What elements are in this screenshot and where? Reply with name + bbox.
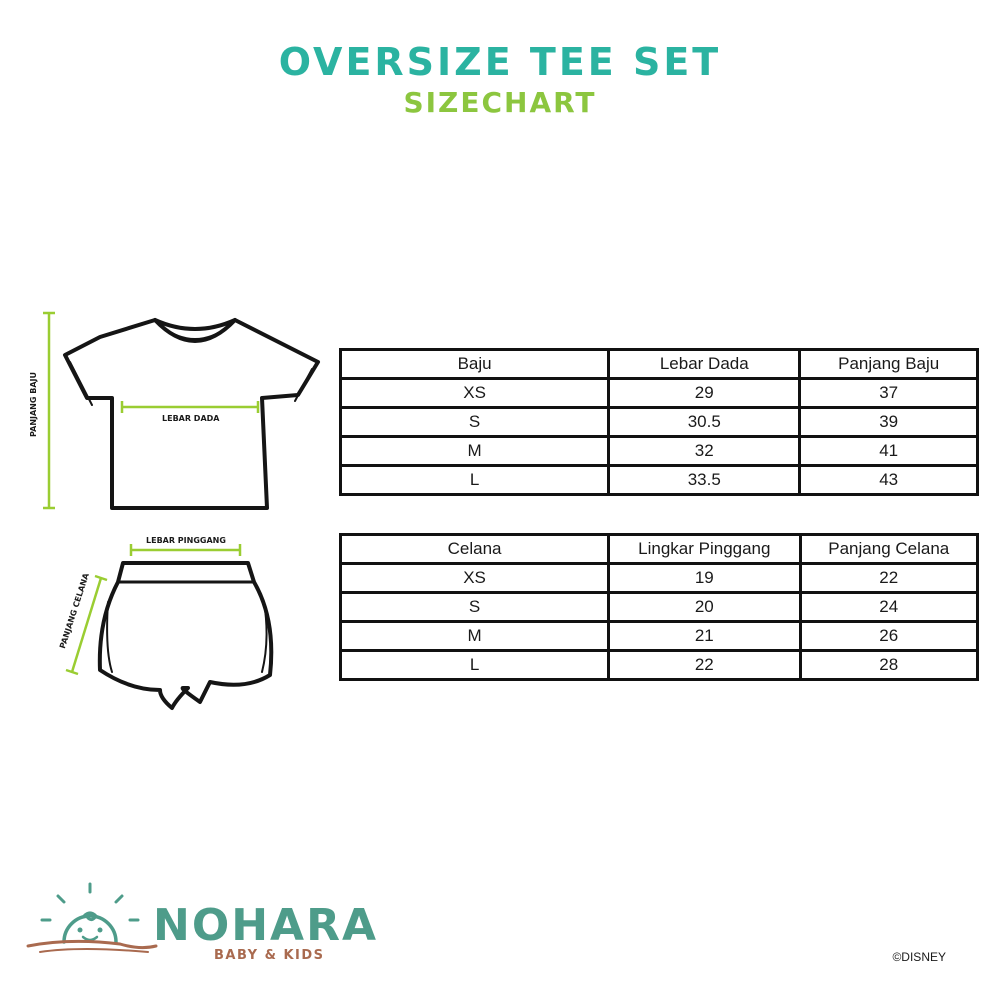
table-cell: 24 bbox=[800, 593, 977, 622]
table-row bbox=[341, 622, 978, 651]
table-cell: 30.5 bbox=[609, 408, 800, 437]
table-cell-size: M bbox=[341, 437, 609, 466]
table-row bbox=[341, 651, 978, 680]
table-cell: 19 bbox=[609, 564, 800, 593]
table-cell: 21 bbox=[609, 622, 800, 651]
table-cell: 20 bbox=[609, 593, 800, 622]
table-cell: 33.5 bbox=[609, 466, 800, 495]
table-cell-size: XS bbox=[341, 564, 609, 593]
table-cell-size: XS bbox=[341, 379, 609, 408]
brand-name: NOHARA bbox=[153, 900, 379, 951]
copyright-text: ©DISNEY bbox=[892, 950, 946, 964]
table-header-cell: Lingkar Pinggang bbox=[609, 535, 800, 564]
table-cell-size: L bbox=[341, 651, 609, 680]
table-cell: 22 bbox=[800, 564, 977, 593]
table-cell: 39 bbox=[800, 408, 978, 437]
table-cell: 29 bbox=[609, 379, 800, 408]
table-cell-size: S bbox=[341, 593, 609, 622]
label-panjang-celana: PANJANG CELANA bbox=[57, 572, 91, 650]
table-header-row bbox=[341, 350, 978, 379]
label-lebar-dada: LEBAR DADA bbox=[162, 414, 220, 423]
table-row bbox=[341, 593, 978, 622]
table-header-cell: Celana bbox=[341, 535, 609, 564]
table-cell: 41 bbox=[800, 437, 978, 466]
table-header-cell: Panjang Baju bbox=[800, 350, 978, 379]
size-table-baju bbox=[339, 348, 979, 496]
table-row bbox=[341, 564, 978, 593]
table-cell: 43 bbox=[800, 466, 978, 495]
label-panjang-baju: PANJANG BAJU bbox=[29, 372, 38, 437]
table-row bbox=[341, 437, 978, 466]
label-lebar-pinggang: LEBAR PINGGANG bbox=[146, 536, 226, 545]
table-cell: 32 bbox=[609, 437, 800, 466]
brand-tagline: BABY & KIDS bbox=[214, 948, 325, 963]
table-row bbox=[341, 379, 978, 408]
table-cell: 22 bbox=[609, 651, 800, 680]
table-cell-size: S bbox=[341, 408, 609, 437]
table-cell: 28 bbox=[800, 651, 977, 680]
garment-illustration bbox=[0, 0, 340, 760]
table-cell-size: L bbox=[341, 466, 609, 495]
table-header-row bbox=[341, 535, 978, 564]
page-subtitle: SIZECHART bbox=[403, 86, 597, 119]
table-header-cell: Baju bbox=[341, 350, 609, 379]
table-header-cell: Lebar Dada bbox=[609, 350, 800, 379]
page-title: OVERSIZE TEE SET bbox=[278, 40, 722, 84]
table-cell-size: M bbox=[341, 622, 609, 651]
shorts-icon bbox=[100, 563, 271, 708]
table-row bbox=[341, 466, 978, 495]
table-cell: 26 bbox=[800, 622, 977, 651]
table-header-cell: Panjang Celana bbox=[800, 535, 977, 564]
table-row bbox=[341, 408, 978, 437]
table-cell: 37 bbox=[800, 379, 978, 408]
size-table-celana bbox=[339, 533, 979, 681]
